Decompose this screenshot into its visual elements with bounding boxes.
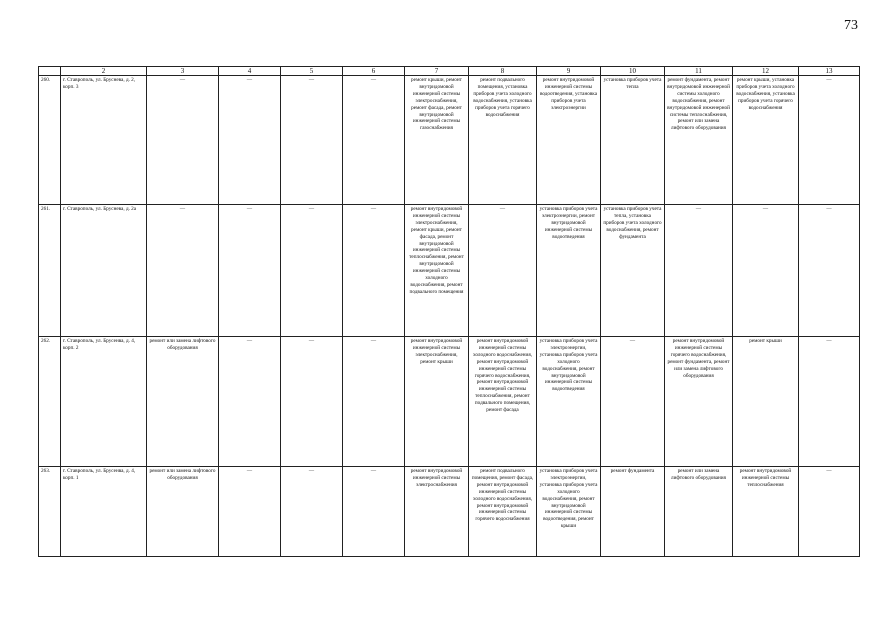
cell-col6: — [343, 337, 405, 467]
cell-col7: ремонт крыши, ремонт внутридомовой инженерной системы электроснабжения, ремонт фасада, ремонт внутридомовой инженерной системы газоснабжения [405, 76, 469, 205]
cell-col12: — [733, 205, 799, 337]
column-header: 5 [281, 67, 343, 76]
column-header: 6 [343, 67, 405, 76]
cell-col7: ремонт внутридомовой инженерной системы электроснабжения, ремонт крыши, ремонт фасада, ремонт внутридомовой инженерной системы теплоснабжения, ремонт внутридомовой инженерной системы холодного водоснабжения, ремонт подвального помещения [405, 205, 469, 337]
column-header: 9 [537, 67, 601, 76]
address-cell: г. Ставрополь, ул. Бруснева, д. 2а [61, 205, 147, 337]
column-header: 3 [147, 67, 219, 76]
cell-col8: ремонт подвального помещения, ремонт фасада, ремонт внутридомовой инженерной системы холодного водоснабжения, ремонт внутридомовой инженерной системы горячего водоснабжения [469, 467, 537, 557]
column-header: 4 [219, 67, 281, 76]
table-row [39, 205, 860, 337]
cell-col13: — [799, 337, 860, 467]
repair-schedule-table [38, 66, 860, 557]
cell-col9: установка приборов учета электроэнергии, установка приборов учета холодного водоснабжения, ремонт внутридомовой инженерной системы водоотведения [537, 337, 601, 467]
column-header: 7 [405, 67, 469, 76]
table-row [39, 76, 860, 205]
cell-col10: установка приборов учета тепла [601, 76, 665, 205]
cell-col8: ремонт подвального помещения, установка приборов учета холодного водоснабжения, установка приборов учета горячего водоснабжения [469, 76, 537, 205]
column-header: 2 [61, 67, 147, 76]
cell-col10: — [601, 337, 665, 467]
cell-col3: ремонт или замена лифтового оборудования [147, 467, 219, 557]
cell-col8: ремонт внутридомовой инженерной системы холодного водоснабжения, ремонт внутридомовой инженерной системы горячего водоснабжения, ремонт внутридомовой инженерной системы теплоснабжения, ремонт подвального помещения, ремонт фасада [469, 337, 537, 467]
cell-col10: ремонт фундамента [601, 467, 665, 557]
cell-col13: — [799, 205, 860, 337]
address-cell: г. Ставрополь, ул. Бруснева, д. 2, корп. 3 [61, 76, 147, 205]
row-number: 260. [39, 76, 61, 205]
cell-col11: ремонт или замена лифтового оборудования [665, 467, 733, 557]
cell-col9: установка приборов учета электроэнергии, ремонт внутридомовой инженерной системы водоотведения [537, 205, 601, 337]
row-number: 261. [39, 205, 61, 337]
cell-col8: — [469, 205, 537, 337]
cell-col9: ремонт внутридомовой инженерной системы водоотведения, установка приборов учета электроэнергии [537, 76, 601, 205]
cell-col5: — [281, 76, 343, 205]
cell-col13: — [799, 467, 860, 557]
header-row [39, 67, 860, 76]
cell-col4: — [219, 337, 281, 467]
cell-col12: ремонт внутридомовой инженерной системы теплоснабжения [733, 467, 799, 557]
row-number: 263. [39, 467, 61, 557]
column-header [39, 67, 61, 76]
cell-col9: установка приборов учета электроэнергии, установка приборов учета холодного водоснабжения, ремонт внутридомовой инженерной системы водоотведения, ремонт крыши [537, 467, 601, 557]
cell-col7: ремонт внутридомовой инженерной системы электроснабжения [405, 467, 469, 557]
column-header: 12 [733, 67, 799, 76]
column-header: 13 [799, 67, 860, 76]
cell-col6: — [343, 76, 405, 205]
cell-col11: ремонт фундамента, ремонт внутридомовой инженерной системы холодного водоснабжения, ремонт внутридомовой инженерной системы теплоснабжения, ремонт или замена лифтового оборудования [665, 76, 733, 205]
cell-col13: — [799, 76, 860, 205]
cell-col6: — [343, 205, 405, 337]
cell-col5: — [281, 205, 343, 337]
cell-col12: ремонт крыши [733, 337, 799, 467]
row-number: 262. [39, 337, 61, 467]
cell-col4: — [219, 205, 281, 337]
column-header: 8 [469, 67, 537, 76]
cell-col3: ремонт или замена лифтового оборудования [147, 337, 219, 467]
cell-col11: — [665, 205, 733, 337]
cell-col10: установка приборов учета тепла, установка приборов учета холодного водоснабжения, ремонт фундамента [601, 205, 665, 337]
column-header: 11 [665, 67, 733, 76]
cell-col11: ремонт внутридомовой инженерной системы горячего водоснабжения, ремонт фундамента, ремонт или замена лифтового оборудования [665, 337, 733, 467]
address-cell: г. Ставрополь, ул. Брусенва, д. 4, корп. 2 [61, 337, 147, 467]
cell-col4: — [219, 76, 281, 205]
cell-col5: — [281, 467, 343, 557]
address-cell: г. Ставрополь, ул. Брусенва, д. 4, корп. 1 [61, 467, 147, 557]
cell-col6: — [343, 467, 405, 557]
cell-col3: — [147, 205, 219, 337]
table-row [39, 337, 860, 467]
cell-col4: — [219, 467, 281, 557]
cell-col3: — [147, 76, 219, 205]
table-row [39, 467, 860, 557]
cell-col12: ремонт крыши, установка приборов учета холодного водоснабжения, установка приборов учета горячего водоснабжения [733, 76, 799, 205]
column-header: 10 [601, 67, 665, 76]
cell-col7: ремонт внутридомовой инженерной системы электроснабжения, ремонт крыши [405, 337, 469, 467]
page-number: 73 [844, 18, 858, 33]
cell-col5: — [281, 337, 343, 467]
